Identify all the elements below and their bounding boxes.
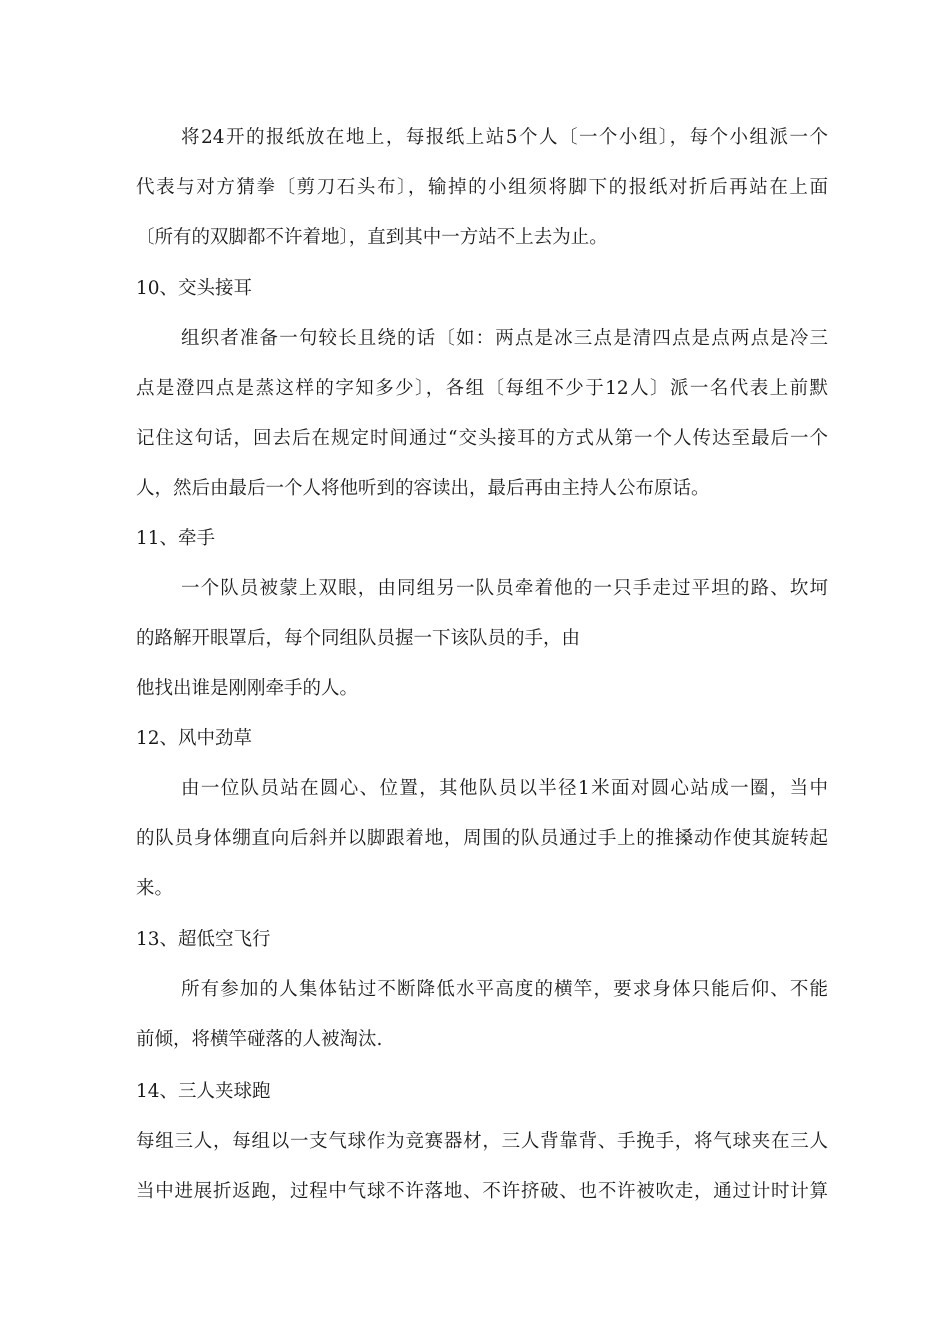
- paragraph-line: 点是澄四点是蒸这样的字知多少〕，各组〔每组不少于12人〕派一名代表上前默: [136, 378, 828, 399]
- section-heading: 10、交头接耳: [136, 278, 253, 299]
- paragraph-line: 一个队员被蒙上双眼，由同组另一队员牵着他的一只手走过平坦的路、坎坷: [181, 578, 828, 599]
- section-heading: 13、超低空飞行: [136, 929, 271, 950]
- paragraph-line: 前倾，将横竿碰落的人被淘汰.: [136, 1029, 383, 1050]
- paragraph-line: 〔所有的双脚都不许着地〕，直到其中一方站不上去为止。: [136, 227, 608, 248]
- paragraph-line: 记住这句话，回去后在规定时间通过“交头接耳的方式从第一个人传达至最后一个: [136, 428, 828, 449]
- paragraph-line: 来。: [136, 878, 174, 899]
- paragraph-line: 当中进展折返跑，过程中气球不许落地、不许挤破、也不许被吹走，通过计时计算: [136, 1181, 828, 1202]
- section-heading: 12、风中劲草: [136, 728, 253, 749]
- section-heading: 11、牵手: [136, 528, 216, 549]
- paragraph-line: 人，然后由最后一个人将他听到的容读出，最后再由主持人公布原话。: [136, 478, 710, 499]
- paragraph-line: 的路解开眼罩后，每个同组队员握一下该队员的手，由: [136, 628, 581, 649]
- paragraph-line: 每组三人，每组以一支气球作为竞赛器材，三人背靠背、手挽手，将气球夹在三人: [136, 1131, 828, 1152]
- section-heading: 14、三人夹球跑: [136, 1081, 271, 1102]
- paragraph-line: 将24开的报纸放在地上，每报纸上站5个人〔一个小组〕，每个小组派一个: [181, 127, 828, 148]
- paragraph-line: 由一位队员站在圆心、位置，其他队员以半径1米面对圆心站成一圈，当中: [181, 778, 828, 799]
- paragraph-line: 所有参加的人集体钻过不断降低水平高度的横竿，要求身体只能后仰、不能: [181, 979, 828, 1000]
- paragraph-line: 代表与对方猜拳〔剪刀石头布〕，输掉的小组须将脚下的报纸对折后再站在上面: [136, 177, 828, 198]
- paragraph-line: 组织者准备一句较长且绕的话〔如：两点是冰三点是清四点是点两点是冷三: [181, 328, 828, 349]
- paragraph-line: 的队员身体绷直向后斜并以脚跟着地，周围的队员通过手上的推搡动作使其旋转起: [136, 828, 828, 849]
- paragraph-line: 他找出谁是刚刚牵手的人。: [136, 678, 359, 699]
